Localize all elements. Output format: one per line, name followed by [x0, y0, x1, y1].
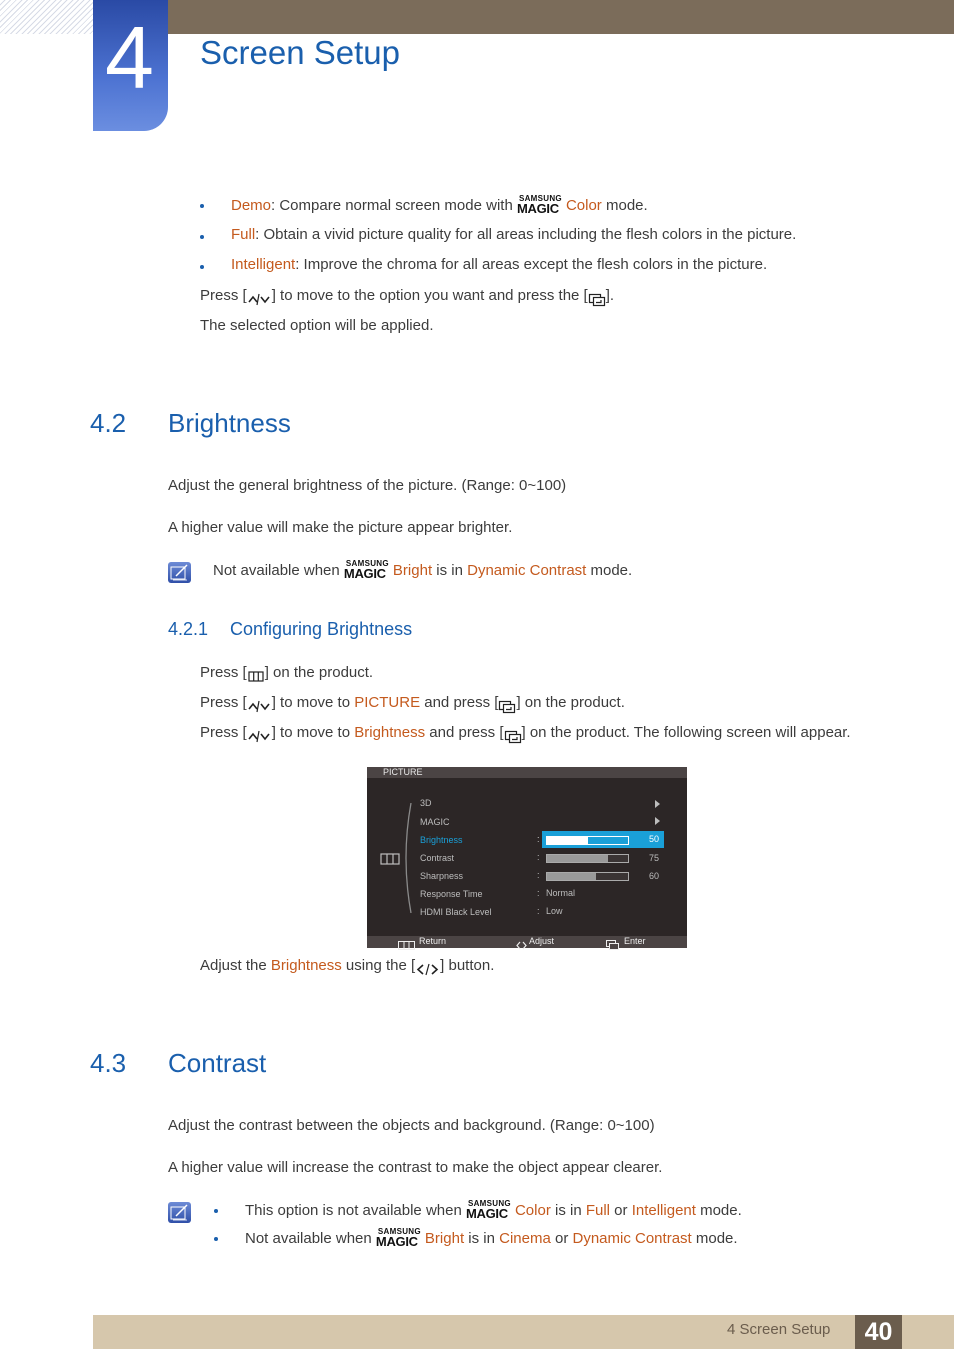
- osd-menu-icon: [380, 852, 400, 870]
- intro-applied: The selected option will be applied.: [200, 317, 434, 334]
- note-icon: [168, 1202, 191, 1223]
- section-title-contrast: Contrast: [168, 1048, 267, 1078]
- text: or: [610, 1202, 632, 1219]
- osd-item-contrast[interactable]: Contrast: [420, 853, 455, 863]
- osd-item-response-time[interactable]: Response Time: [420, 889, 483, 899]
- osd-colon: :: [537, 906, 540, 916]
- osd-brightness-value: 50: [649, 834, 660, 844]
- enter-key-icon: [498, 699, 516, 714]
- osd-hdmi-black-level-value: Low: [546, 906, 563, 916]
- bullet-full: [231, 226, 796, 243]
- text: Adjust the: [200, 957, 271, 974]
- text: and press [: [425, 724, 504, 741]
- footer-chapter-label: 4 Screen Setup: [727, 1321, 831, 1338]
- term-brightness: Brightness: [270, 957, 342, 974]
- bullet-dot: [200, 265, 204, 269]
- text: ] to move to: [271, 694, 355, 711]
- subsection-number: 4.2.1: [168, 619, 209, 639]
- osd-item-3d[interactable]: 3D: [420, 798, 432, 808]
- bullet-text: : Obtain a vivid picture quality for all areas including the flesh colors in the picture.: [255, 226, 797, 243]
- logo-top: SAMSUNG: [377, 1227, 421, 1236]
- osd-item-magic[interactable]: MAGIC: [420, 817, 450, 827]
- contrast-p2: A higher value will increase the contrast to make the object appear clearer.: [168, 1159, 663, 1176]
- enter-key-icon: [504, 729, 522, 744]
- logo-bottom: MAGIC: [375, 1234, 418, 1249]
- text: ] on the product.: [516, 694, 625, 711]
- osd-response-time-value: Normal: [546, 888, 576, 898]
- osd-arrow-right-icon: [655, 817, 660, 825]
- text: mode.: [691, 1230, 738, 1247]
- text: is in: [550, 1202, 586, 1219]
- logo-bottom: MAGIC: [516, 201, 559, 216]
- bullet-dot: [214, 1209, 218, 1213]
- step-2: [200, 694, 625, 714]
- samsung-magic-logo: [376, 1228, 423, 1247]
- osd-curve-decoration: [397, 803, 417, 913]
- osd-picture-menu: [367, 767, 687, 948]
- contrast-note-1: [245, 1200, 742, 1219]
- osd-footer-return: Return: [419, 936, 447, 946]
- term-color: Color: [565, 197, 602, 214]
- osd-arrow-right-icon: [655, 800, 660, 808]
- bullet-text: mode.: [601, 197, 648, 214]
- section-number-4-3: 4.3: [90, 1048, 127, 1078]
- up-down-key-icon: [247, 729, 272, 744]
- brightness-p1: Adjust the general brightness of the picture. (Range: 0~100): [168, 477, 567, 494]
- samsung-magic-logo: [517, 195, 564, 214]
- chapter-number-tab: [93, 0, 168, 131]
- samsung-magic-logo: [344, 560, 391, 579]
- term-bright: Bright: [424, 1230, 465, 1247]
- text: Not available when: [213, 562, 344, 579]
- text: is in: [464, 1230, 500, 1247]
- chapter-number: 4: [105, 8, 154, 107]
- bullet-dot: [200, 204, 204, 208]
- text: mode.: [695, 1202, 742, 1219]
- enter-key-icon: [588, 292, 606, 307]
- brightness-note: [213, 560, 632, 579]
- text: mode.: [586, 562, 633, 579]
- intro-press-line: [200, 287, 614, 307]
- text: using the [: [341, 957, 416, 974]
- osd-footer-adjust: Adjust: [529, 936, 555, 946]
- left-right-key-icon: [415, 962, 440, 977]
- osd-return-icon: [398, 937, 415, 955]
- page-number: 40: [855, 1315, 902, 1349]
- osd-colon: :: [537, 852, 540, 862]
- osd-header-label: PICTURE: [383, 767, 423, 777]
- osd-contrast-bar[interactable]: [546, 854, 629, 863]
- text: Press [: [200, 664, 247, 681]
- term-dynamic-contrast: Dynamic Contrast: [572, 1230, 692, 1247]
- osd-item-sharpness[interactable]: Sharpness: [420, 871, 464, 881]
- contrast-p1: Adjust the contrast between the objects and background. (Range: 0~100): [168, 1117, 655, 1134]
- osd-brightness-bar[interactable]: [546, 836, 629, 845]
- text: ] to move to the option you want and press the [: [271, 287, 588, 304]
- brightness-p2: A higher value will make the picture appear brighter.: [168, 519, 513, 536]
- up-down-key-icon: [247, 699, 272, 714]
- term-bright: Bright: [392, 562, 433, 579]
- text: This option is not available when: [245, 1202, 466, 1219]
- term-picture: PICTURE: [354, 694, 421, 711]
- text: Press [: [200, 694, 247, 711]
- osd-adjust-icon: [516, 937, 527, 955]
- osd-sharpness-value: 60: [649, 871, 660, 881]
- text: is in: [432, 562, 468, 579]
- logo-top: SAMSUNG: [518, 194, 562, 203]
- osd-contrast-value: 75: [649, 853, 660, 863]
- bullet-text: : Compare normal screen mode with: [271, 197, 517, 214]
- term-brightness: Brightness: [354, 724, 426, 741]
- term-demo: Demo: [231, 197, 272, 214]
- osd-footer-enter: Enter: [624, 936, 646, 946]
- logo-top: SAMSUNG: [467, 1199, 511, 1208]
- bullet-intelligent: [231, 256, 767, 273]
- bar-fill: [547, 873, 596, 880]
- text: ] on the product.: [264, 664, 374, 681]
- term-full: Full: [231, 226, 256, 243]
- text: and press [: [420, 694, 499, 711]
- subsection-title: Configuring Brightness: [230, 619, 413, 639]
- adjust-line: [200, 957, 494, 977]
- chapter-title: Screen Setup: [200, 34, 400, 71]
- step-1: [200, 664, 373, 684]
- header-bar: [168, 0, 954, 34]
- term-color: Color: [514, 1202, 551, 1219]
- bullet-demo: [231, 195, 648, 214]
- term-dynamic-contrast: Dynamic Contrast: [467, 562, 587, 579]
- text: ].: [605, 287, 615, 304]
- term-intelligent: Intelligent: [631, 1202, 696, 1219]
- text: Press [: [200, 287, 247, 304]
- logo-top: SAMSUNG: [345, 559, 389, 568]
- osd-enter-icon: [606, 937, 620, 955]
- step-3: [200, 724, 851, 744]
- bar-fill: [547, 837, 588, 844]
- term-cinema: Cinema: [499, 1230, 551, 1247]
- text: Not available when: [245, 1230, 376, 1247]
- text: or: [550, 1230, 573, 1247]
- bullet-dot: [200, 235, 204, 239]
- note-icon: [168, 562, 191, 583]
- text: ] on the product. The following screen will appear.: [521, 724, 851, 741]
- contrast-note-2: [245, 1228, 738, 1247]
- term-full: Full: [585, 1202, 611, 1219]
- bullet-text: : Improve the chroma for all areas except the flesh colors in the picture.: [295, 256, 768, 273]
- up-down-key-icon: [247, 292, 272, 307]
- logo-bottom: MAGIC: [343, 566, 386, 581]
- bullet-dot: [214, 1237, 218, 1241]
- osd-item-hdmi-black-level[interactable]: HDMI Black Level: [420, 907, 492, 917]
- text: ] to move to: [271, 724, 355, 741]
- text: Press [: [200, 724, 247, 741]
- osd-colon: :: [537, 888, 540, 898]
- osd-item-brightness[interactable]: Brightness: [420, 835, 463, 845]
- term-intelligent: Intelligent: [231, 256, 296, 273]
- bar-fill: [547, 855, 608, 862]
- section-number-4-2: 4.2: [90, 408, 127, 438]
- logo-bottom: MAGIC: [465, 1206, 508, 1221]
- osd-sharpness-bar[interactable]: [546, 872, 629, 881]
- samsung-magic-logo: [466, 1200, 513, 1219]
- menu-key-icon: [247, 669, 265, 684]
- section-title-brightness: Brightness: [168, 408, 291, 438]
- header-pattern: [0, 0, 93, 34]
- osd-colon: :: [537, 870, 540, 880]
- text: ] button.: [440, 957, 495, 974]
- osd-colon: :: [537, 834, 540, 844]
